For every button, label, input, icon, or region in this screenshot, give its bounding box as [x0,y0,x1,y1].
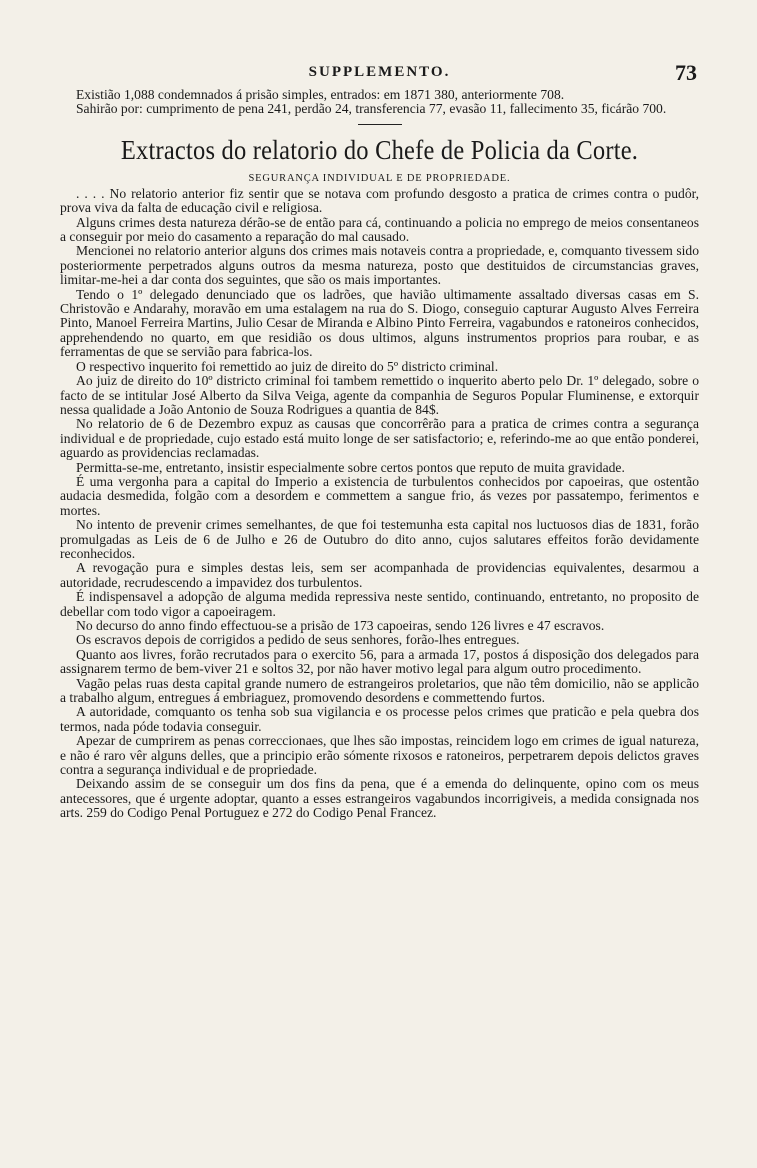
body-paragraph: A autoridade, comquanto os tenha sob sua vigilancia e os processe pelos crimes que praticão e pela quebra dos termos, nada póde todavia conseguir. [60,704,699,734]
running-title: SUPPLEMENTO. [308,64,451,80]
body-paragraph: Permitta-se-me, entretanto, insistir especialmente sobre certos pontos que reputo de muita gravidade. [76,459,625,475]
body-paragraph: Apezar de cumprirem as penas correccionaes, que lhes são impostas, reincidem logo em crimes de igual natureza, e não é raro vêr alguns delles, que a principio erão sómente rixosos e ratoneiros, perpetrarem depois delictos graves contra a segurança individual e de propriedade. [60,733,699,778]
intro-block [60,88,699,117]
body-paragraph: Tendo o 1º delegado denunciado que os ladrões, que havião ultimamente assaltado diversas casas em S. Christovão e Andarahy, moravão em uma estalagem na rua do S. Diogo, conseguio capturar Augusto Alves Ferreira Pinto, Manoel Ferreira Martins, Julio Cesar de Miranda e Albino Pinto Ferreira, vagabundos e ratoneiros conhecidos, apprehendendo no quarto, em que residião os dous ultimos, alguns instrumentos proprios para roubar, e as ferramentas de que se servião para fabrica-los. [60,286,699,360]
body-paragraph: A revogação pura e simples destas leis, sem ser acompanhada de providencias equivalentes, desarmou a autoridade, recrudescendo a impavidez dos turbulentos. [60,560,699,590]
section-title: Extractos do relatorio do Chefe de Policia da Corte. [120,135,639,166]
body-paragraph: No intento de prevenir crimes semelhantes, de que foi testemunha esta capital nos luctuosos dias de 1831, forão promulgadas as Leis de 6 de Julho e 26 de Outubro do dito anno, cujos salutares effeitos forão devidamente reconhecidos. [60,517,699,561]
separator-rule [358,124,402,125]
intro-paragraph: Existião 1,088 condemnados á prisão simples, entrados: em 1871 380, anteriormente 708. [76,87,565,102]
body-paragraph: Os escravos depois de corrigidos a pedido de seus senhores, forão-lhes entregues. [76,632,520,648]
body-paragraph: Mencionei no relatorio anterior alguns dos crimes mais notaveis contra a propriedade, e, comquanto tivessem sido posteriormente perpetrados alguns outros da mesma natureza, posto que destituidos de circumstancias graves, limitar-me-hei a dar conta dos seguintes, que são os mais importantes. [60,243,699,288]
body-paragraph: Ao juiz de direito do 10º districto criminal foi tambem remettido o inquerito aberto pelo Dr. 1º delegado, sobre o facto de se intitular José Alberto da Silva Veiga, agente da companhia de Seguros Popular Fluminense, e extorquir nessa qualidade a João Antonio de Souza Rodrigues a quantia de 84$. [60,373,699,417]
body-paragraph: No decurso do anno findo effectuou-se a prisão de 173 capoeiras, sendo 126 livres e 47 escravos. [76,618,605,633]
page-number: 73 [675,60,697,85]
body-paragraph: O respectivo inquerito foi remettido ao juiz de direito do 5º districto criminal. [76,358,499,374]
body-paragraph: Quanto aos livres, forão recrutados para o exercito 56, para a armada 17, postos á disposição dos delegados para assignarem termo de bem-viver 21 e soltos 32, por não haver motivo legal para algum outro procedimento. [60,646,699,677]
body-paragraph: É uma vergonha para a capital do Imperio a existencia de turbulentos conhecidos por capoeiras, que ostentão audacia desmedida, folgão com a desordem e commettem a sangue frio, ás vezes por passatempo, ferimentos e mortes. [60,473,699,518]
body-paragraph: É indispensavel a adopção de alguma medida repressiva neste sentido, continuando, entretanto, no proposito de debellar com todo vigor a capoeiragem. [60,589,699,619]
body-paragraph: Alguns crimes desta natureza dérão-se de então para cá, continuando a policia no emprego de meios consentaneos a conseguir por meio do casamento a reparação do mal causado. [60,214,699,245]
body-paragraph: Vagão pelas ruas desta capital grande numero de estrangeiros proletarios, que não têm domicilio, não se applicão a trabalho algum, entregues á embriaguez, promovendo desordens e commettendo furtos. [60,675,699,706]
intro-paragraph: Sahirão por: cumprimento de pena 241, perdão 24, transferencia 77, evasão 11, fallecimento 35, ficárão 700. [76,101,667,117]
body-paragraph: Deixando assim de se conseguir um dos fins da pena, que é a emenda do delinquente, opino com os meus antecessores, que é urgente adoptar, quanto a esses estrangeiros vagabundos incorrigiveis, a medida consignada nos arts. 259 do Codigo Penal Portuguez e 272 do Codigo Penal Francez. [60,776,699,821]
body-paragraph: No relatorio de 6 de Dezembro expuz as causas que concorrêrão para a pratica de crimes contra a segurança individual e de propriedade, cujo estado está muito longe de ser satisfactorio; e, referindo-me ao que então ponderei, aguardo as providencias reclamadas. [60,416,699,461]
body-text [60,187,699,821]
section-subtitle: SEGURANÇA INDIVIDUAL E DE PROPRIEDADE. [248,172,511,184]
body-paragraph: . . . . No relatorio anterior fiz sentir que se notava com profundo desgosto a pratica de crimes contra o pudôr, prova viva da falta de educação civil e religiosa. [60,185,699,216]
running-header [60,62,699,84]
